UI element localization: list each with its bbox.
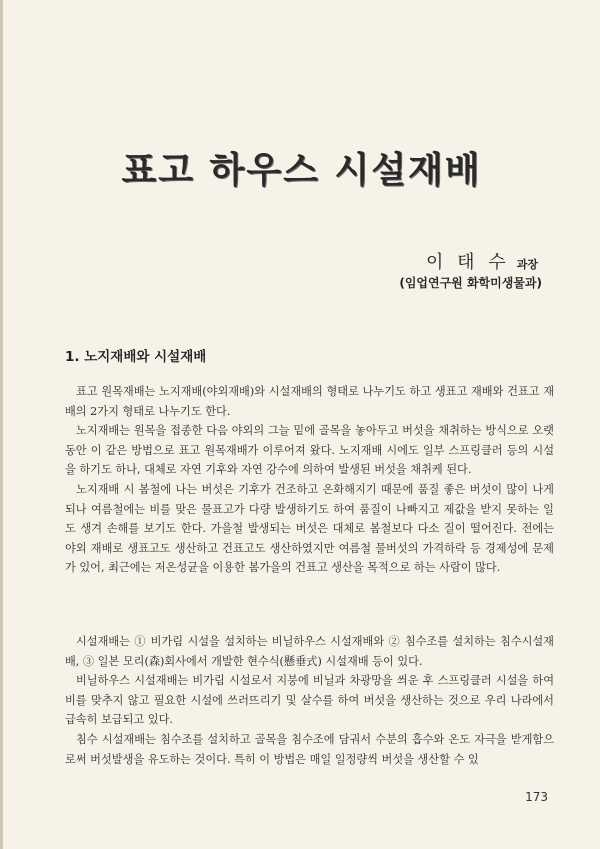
author-line — [426, 248, 538, 274]
paragraph: 노지재배는 원목을 접종한 다음 야외의 그늘 밑에 골목을 놓아두고 버섯을 채취하는 방식으로 오랫동안 이 같은 방법으로 표고 원목재배가 이루어져 왔다. 노지재배 시에도 일부 스프링클러 등의 시설을 하기도 하나, 대체로 자연 기후와 자연 강수에 의하여 발생된 버섯을 채취케 된다. — [65, 424, 554, 477]
body-text-block-1 — [65, 382, 554, 578]
paragraph: 시설재배는 ① 비가림 시설을 설치하는 비닐하우스 시설재배와 ② 침수조를 설치하는 침수시설재배, ③ 일본 모리(森)회사에서 개발한 현수식(懸垂式) 시설재배 등이 있다. — [65, 635, 554, 668]
body-text-block-2 — [65, 632, 554, 769]
paragraph: 침수 시설재배는 침수조를 설치하고 골목을 침수조에 담궈서 수분의 흡수와 온도 자극을 받게함으로써 버섯발생을 유도하는 것이다. 특히 이 방법은 매일 일정량씩 버섯을 생산할 수 있 — [65, 732, 554, 766]
author-role: 과장 — [516, 258, 538, 271]
section-heading: 1. 노지재배와 시설재배 — [65, 349, 207, 365]
article-title: 표고 하우스 시설재배 — [121, 150, 482, 191]
paragraph: 표고 원목재배는 노지재배(야외재배)와 시설재배의 형태로 나누기도 하고 생표고 재배와 건표고 재배의 2가지 형태로 나누기도 한다. — [65, 385, 554, 418]
author-affiliation: (임업연구원 화학미생물과) — [399, 276, 542, 290]
author-name: 이 태 수 — [426, 252, 510, 273]
page-number: 173 — [525, 790, 548, 804]
paragraph: 노지재배 시 봄철에 나는 버섯은 기후가 건조하고 온화해지기 때문에 품질 좋은 버섯이 많이 나게 되나 여름철에는 비를 맞은 물표고가 다량 발생하기도 하여 품질이 나빠지고 제값을 받지 못하는 일도 생겨 손해를 보기도 한다. 가을철 발생되는 버섯은 대체로 봄철보다 다소 질이 떨어진다. 전에는 야외 재배로 생표고도 생산하고 건표고도 생산하였지만 여름철 물버섯의 가격하락 등 경제성에 문제가 있어, 최근에는 저온성균을 이용한 봄가을의 건표고 생산을 목적으로 하는 사람이 많다. — [65, 482, 554, 575]
paragraph: 비닐하우스 시설재배는 비가림 시설로서 지붕에 비닐과 차광망을 씌운 후 스프링클러 시설을 하여 비를 맞추지 않고 필요한 시설에 쓰러뜨리기 및 살수를 하여 버섯을 생산하는 것으로 우리 나라에서 급속히 보급되고 있다. — [65, 674, 554, 727]
